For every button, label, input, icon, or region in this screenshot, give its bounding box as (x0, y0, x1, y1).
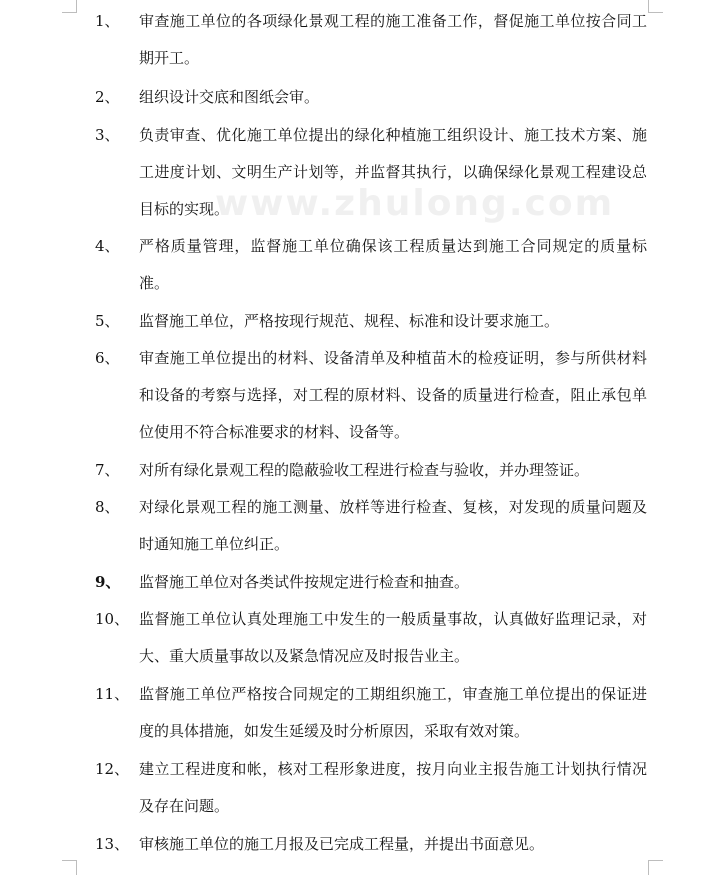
item-number: 1、 (95, 12, 120, 30)
item-text: 负责审查、优化施工单位提出的绿化种植施工组织设计、施工技术方案、施工进度计划、文明生产计划等，并监督其执行，以确保绿化景观工程建设总目标的实现。 (139, 126, 647, 218)
item-text: 监督施工单位严格按合同规定的工期组织施工，审查施工单位提出的保证进度的具体措施，如发生延缓及时分析原因，采取有效对策。 (139, 685, 647, 740)
item-number: 7、 (95, 461, 120, 479)
item-number: 8、 (95, 498, 120, 516)
page-corner-mark-top-left (62, 0, 77, 13)
item-number: 6、 (95, 349, 120, 367)
item-number: 3、 (95, 126, 120, 144)
item-text: 严格质量管理，监督施工单位确保该工程质量达到施工合同规定的质量标准。 (139, 237, 647, 292)
item-text: 审查施工单位提出的材料、设备清单及种植苗木的检疫证明，参与所供材料和设备的考察与选择，对工程的原材料、设备的质量进行检查，阻止承包单位使用不符合标准要求的材料、设备等。 (139, 349, 647, 441)
item-text: 对所有绿化景观工程的隐蔽验收工程进行检查与验收，并办理签证。 (139, 461, 590, 479)
page-corner-mark-top-right (648, 0, 663, 13)
item-number: 5、 (95, 312, 120, 330)
item-number: 13、 (95, 835, 130, 853)
watermark: www.zhulong.com (215, 183, 615, 224)
item-number: 9、 (95, 573, 121, 591)
item-number: 2、 (95, 88, 120, 106)
item-number: 10、 (95, 610, 130, 628)
item-text: 审查施工单位的各项绿化景观工程的施工准备工作，督促施工单位按合同工期开工。 (139, 12, 647, 67)
item-text: 审核施工单位的施工月报及已完成工程量，并提出书面意见。 (139, 835, 545, 853)
item-text: 对绿化景观工程的施工测量、放样等进行检查、复核，对发现的质量问题及时通知施工单位纠正。 (139, 498, 647, 553)
item-text: 监督施工单位对各类试件按规定进行检查和抽查。 (139, 573, 470, 591)
item-number: 4、 (95, 237, 120, 255)
item-text: 监督施工单位，严格按现行规范、规程、标准和设计要求施工。 (139, 312, 560, 330)
item-number: 12、 (95, 760, 130, 778)
item-number: 11、 (95, 685, 130, 703)
item-text: 建立工程进度和帐，核对工程形象进度，按月向业主报告施工计划执行情况及存在问题。 (139, 760, 647, 815)
item-text: 监督施工单位认真处理施工中发生的一般质量事故，认真做好监理记录，对大、重大质量事故以及紧急情况应及时报告业主。 (139, 610, 647, 665)
item-text: 组织设计交底和图纸会审。 (139, 88, 320, 106)
